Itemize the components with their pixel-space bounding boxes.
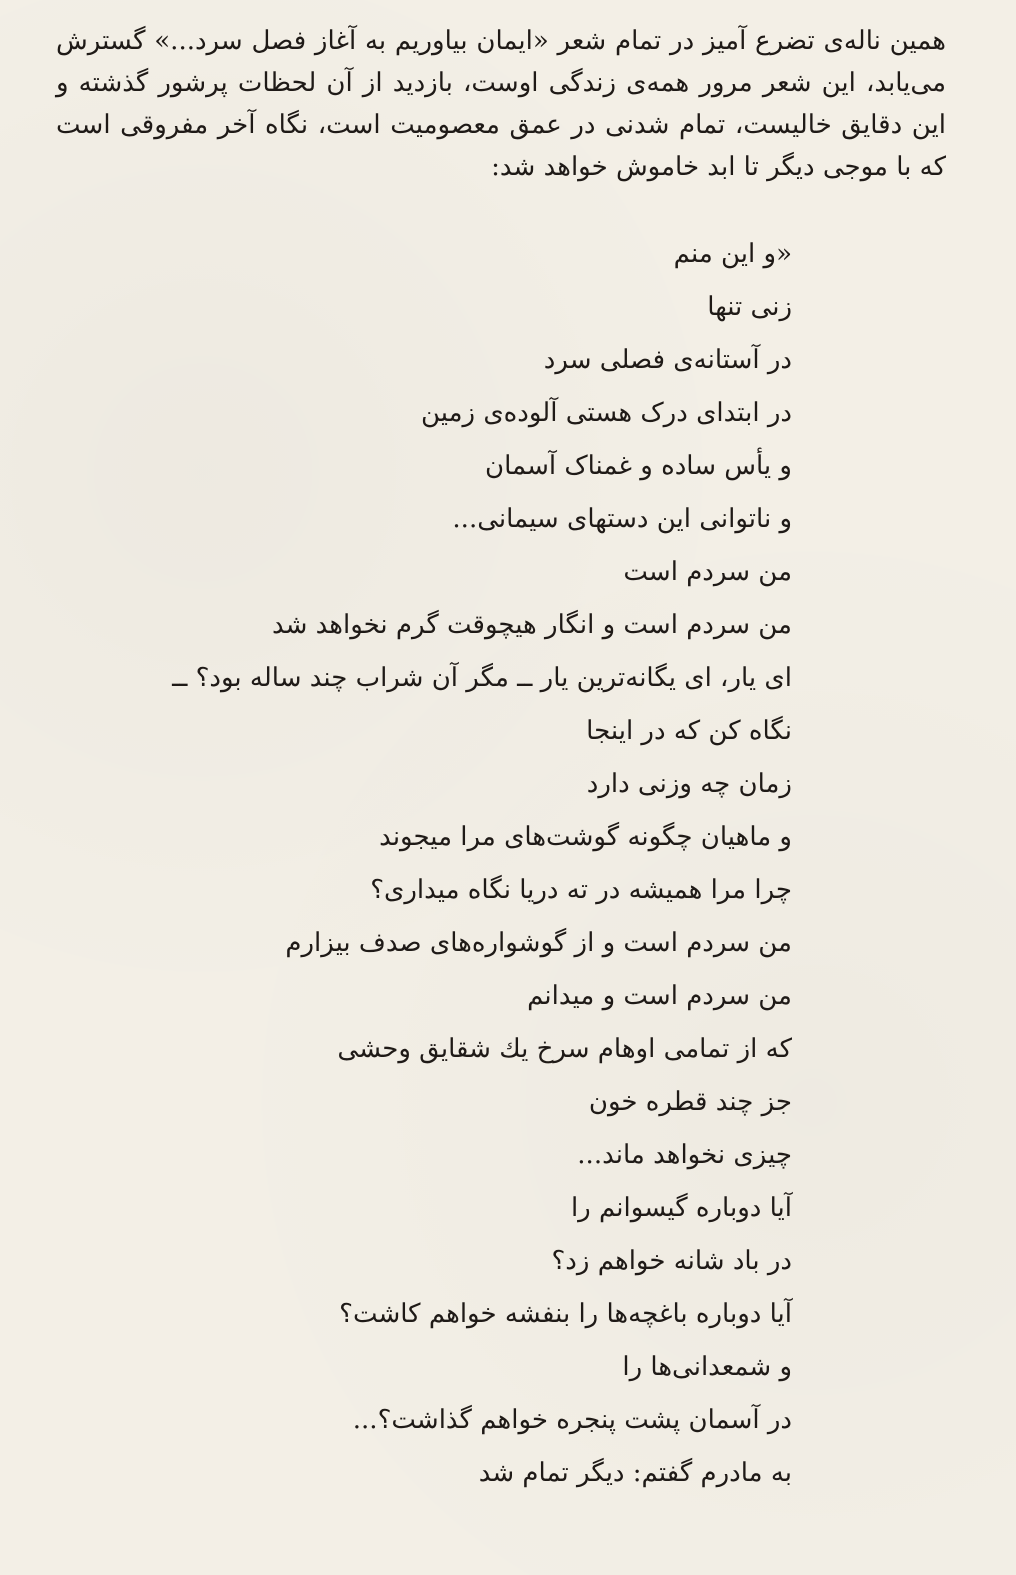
poem-line: نگاه کن که در اینجا — [586, 716, 792, 746]
poem-line: به مادرم گفتم: دیگر تمام شد — [478, 1458, 792, 1488]
poem-line: «و این منم — [673, 239, 792, 269]
poem-line: در آسمان پشت پنجره خواهم گذاشت؟... — [352, 1405, 792, 1435]
poem-line: جز چند قطره خون — [588, 1087, 792, 1117]
poem-line: و یأس ساده و غمناک آسمان — [485, 451, 792, 481]
poem-line: آیا دوباره باغچه‌ها را بنفشه خواهم کاشت؟ — [339, 1299, 792, 1329]
poem-line: در ابتدای درک هستی آلوده‌ی زمین — [420, 398, 792, 428]
poem-block — [56, 228, 792, 1500]
poem-line: چیزی نخواهد ماند... — [577, 1140, 792, 1170]
poem-line: من سردم است و میدانم — [527, 981, 792, 1011]
poem-line: من سردم است و از گوشواره‌های صدف بیزارم — [285, 928, 792, 958]
prose-paragraph: همین ناله‌ی تضرع آمیز در تمام شعر «ایمان بیاوریم به آغاز فصل سرد...» گسترش می‌یابد، این شعر مرور همه‌ی زندگی اوست، بازدید از آن لحظات پرشور گذشته و این دقایق خالیست، تمام شدنی در عمق معصومیت است، نگاه آخر مفروقی است که با موجی دیگر تا ابد خاموش خواهد شد: — [56, 26, 947, 182]
poem-line: و شمعدانی‌ها را — [622, 1352, 792, 1382]
poem-line: زنی تنها — [707, 292, 792, 322]
poem-line: ای یار، ای یگانه‌ترین یار ــ مگر آن شراب چند ساله بود؟ ــ — [172, 663, 792, 693]
poem-line: زمان چه وزنی دارد — [586, 769, 792, 799]
poem-line: در باد شانه خواهم زد؟ — [551, 1246, 792, 1276]
poem-line: و ناتوانی این دستهای سیمانی... — [452, 504, 792, 534]
poem-line: من سردم است و انگار هیچوقت گرم نخواهد شد — [271, 610, 792, 640]
poem-line: در آستانه‌ی فصلی سرد — [543, 345, 792, 375]
poem-line: که از تمامی اوهام سرخ یك شقایق وحشی — [337, 1034, 792, 1064]
poem-line: و ماهیان چگونه گوشت‌های مرا میجوند — [379, 822, 792, 852]
poem-line: من سردم است — [623, 557, 792, 587]
poem-line: چرا مرا همیشه در ته دریا نگاه میداری؟ — [370, 875, 792, 905]
poem-line: آیا دوباره گیسوانم را — [570, 1193, 792, 1223]
